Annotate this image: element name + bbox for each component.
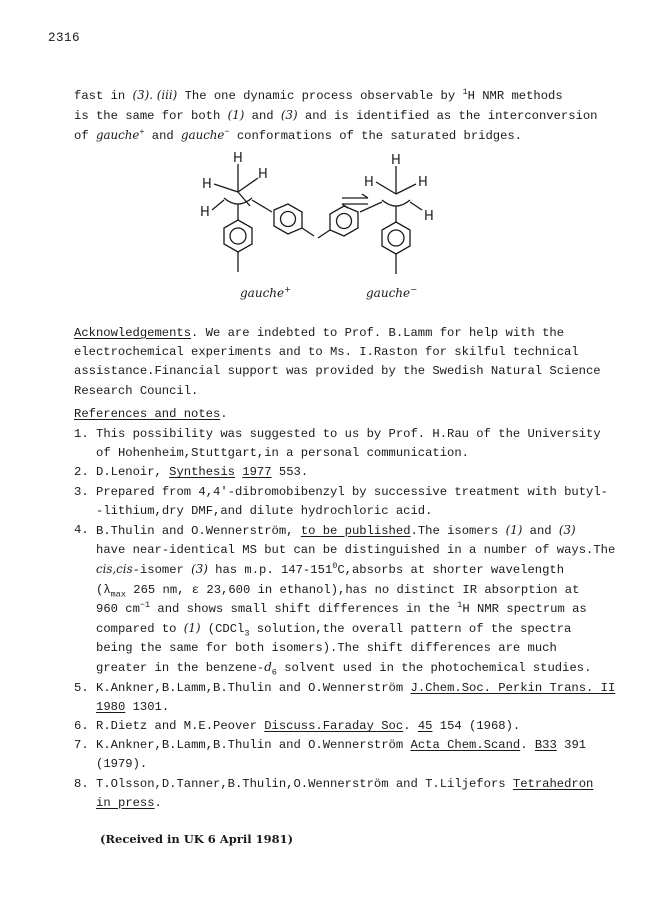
reference-item: 5. K.Ankner,B.Lamm,B.Thulin and O.Wennerström J.Chem.Soc. Perkin Trans. II 1980 1301. (74, 680, 616, 714)
label-gauche-minus: gauche− (366, 285, 418, 300)
atom-h: H (202, 177, 212, 192)
atom-h: H (391, 153, 401, 168)
atom-h: H (364, 175, 374, 190)
atom-h: H (233, 151, 243, 166)
reference-item: 6. R.Dietz and M.E.Peover Discuss.Faraday Soc. 45 154 (1968). (74, 719, 521, 734)
acknowledgements: Acknowledgements. We are indebted to Prof. B.Lamm for help with the electrochemical experiments and to Ms. I.Raston for skilful technical assistance.Financial support was provided by the Swedish Natural Science Research Council. (74, 326, 601, 398)
page-number: 2316 (48, 31, 81, 45)
received-date: (Received in UK 6 April 1981) (100, 832, 294, 846)
structure-drawing (190, 148, 490, 310)
right-lower-ring (382, 222, 410, 254)
atom-h: H (200, 205, 210, 220)
reference-item: 4. B.Thulin and O.Wennerström, to be published.The isomers (1) and (3) have near-identical MS but can be distinguished in a number of ways.The cis,cis-isomer (3) has m.p. $147-151^0C,absorbs$ at shorter wavelength ($\lambda_{max}$ 265 nm, ε 23,600 in ethanol),has no distinct IR absorption at 960 $cm^{-1}$ and shows small shift differences in the $^1$H NMR spectrum as compared to (1) (CDCl$_3$ solution,the overall pattern of the spectra being the same for both isomers).The shift differences are much greater in the benzene-$d_6$ solvent used in the photochemical studies. (74, 523, 616, 678)
reference-item: 2. D.Lenoir, Synthesis 1977 553. (74, 465, 309, 480)
right-side-ring (330, 206, 358, 236)
left-side-ring (274, 204, 302, 234)
conformation-figure (190, 148, 490, 310)
references-title: References and notes. (74, 407, 228, 421)
references-list (74, 425, 620, 813)
left-lower-ring (224, 220, 252, 252)
reference-item: 7. K.Ankner,B.Lamm,B.Thulin and O.Wennerström Acta Chem.Scand. B33 391 (1979). (74, 738, 587, 772)
reference-item: 8. T.Olsson,D.Tanner,B.Thulin,O.Wennerström and T.Liljefors Tetrahedron in press. (74, 776, 594, 810)
reference-item: 3. Prepared from 4,4′-dibromobibenzyl by successive treatment with butyl- -lithium,dry DMF,and dilute hydrochloric acid. (74, 484, 608, 518)
intro-paragraph: fast in (3). (iii) The one dynamic process observable by $^1$H NMR methods is the same for both (1) and (3) and is identified as the interconversion of gauche+ and gauche− conformations of the saturated bridges. (74, 86, 598, 144)
label-gauche-plus: gauche+ (240, 285, 292, 300)
atom-h: H (424, 209, 434, 224)
atom-h: H (258, 167, 268, 182)
reference-item: 1. This possibility was suggested to us by Prof. H.Rau of the University of Hohenheim,Stuttgart,in a personal communication. (74, 427, 601, 461)
atom-h: H (418, 175, 428, 190)
